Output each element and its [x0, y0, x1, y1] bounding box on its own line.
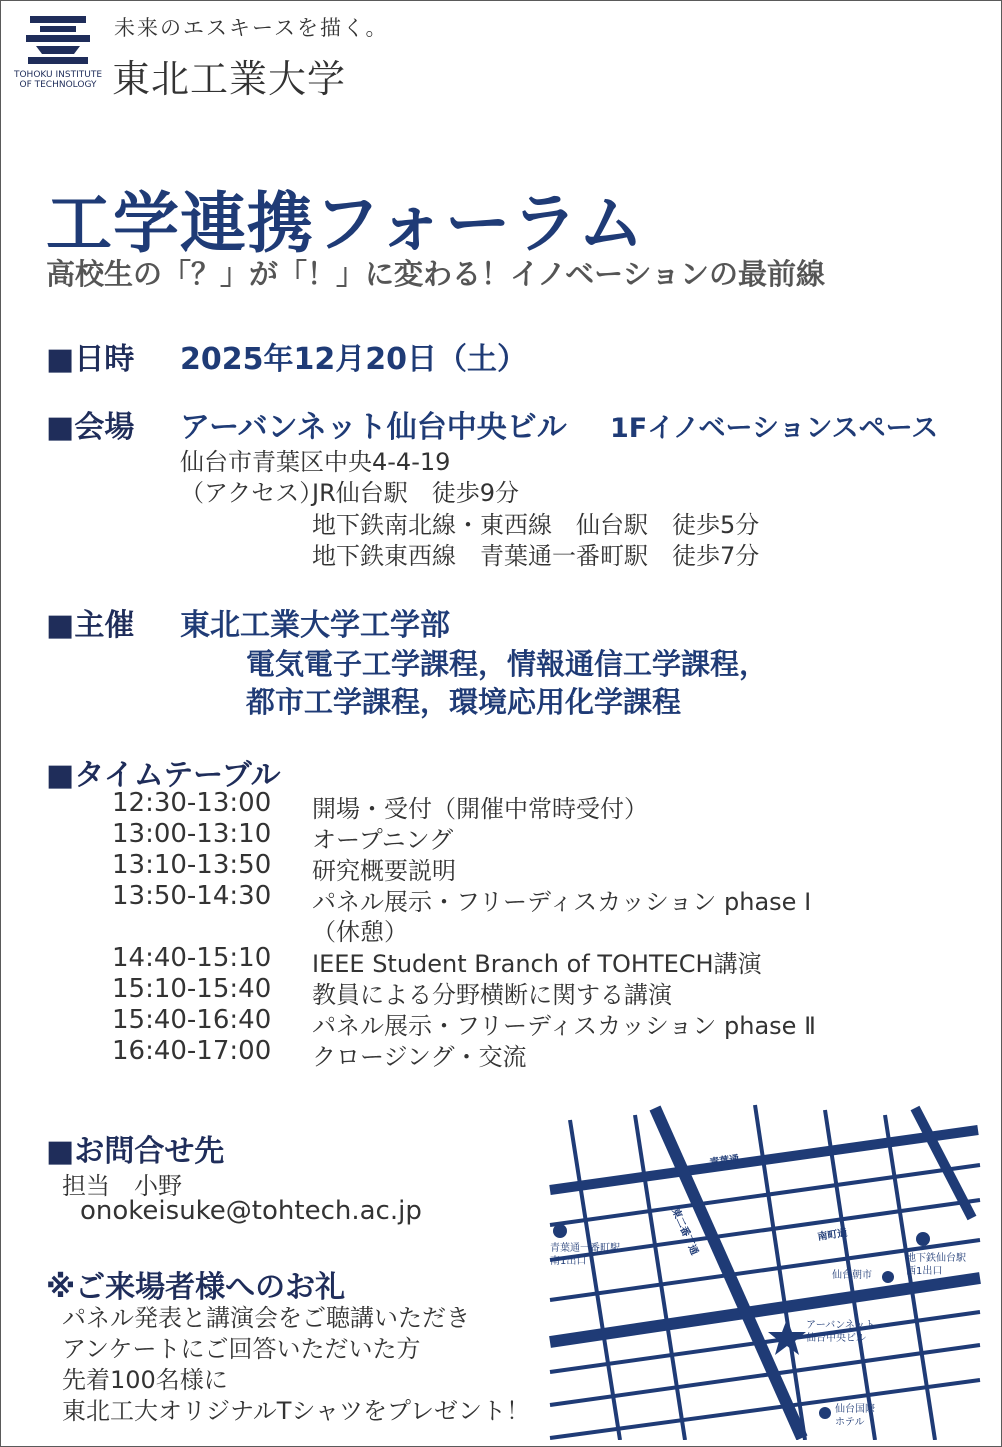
timetable-time: 14:40-15:10 — [112, 943, 272, 973]
timetable-time: 12:30-13:00 — [112, 788, 272, 818]
timetable-label: ■タイムテーブル — [46, 758, 281, 793]
logo-en-line1: TOHOKU INSTITUTE — [13, 70, 103, 80]
station-aoba-label-1: 青葉通一番町駅 — [550, 1243, 620, 1254]
access-subway-2: 地下鉄東西線 青葉通一番町駅 徒歩7分 — [312, 542, 760, 570]
timetable-time: 13:00-13:10 — [112, 819, 272, 849]
access-map — [540, 1100, 990, 1440]
contact-label: ■お問合せ先 — [46, 1134, 225, 1169]
organizer-courses-2: 都市工学課程，環境応用化学課程 — [246, 685, 682, 719]
timetable-desc: パネル展示・フリーディスカッション phase Ⅱ — [312, 1012, 816, 1040]
venue-label: ■会場 — [46, 410, 135, 445]
page-title: 工学連携フォーラム — [46, 185, 646, 262]
station-sendai-marker — [916, 1232, 930, 1246]
gift-line-2: アンケートにご回答いただいた方 — [62, 1335, 421, 1363]
timetable-desc: 研究概要説明 — [312, 857, 456, 885]
hotel-marker — [819, 1407, 831, 1419]
logo-en-line2: OF TECHNOLOGY — [19, 80, 97, 90]
hotel-label-2: ホテル — [835, 1417, 865, 1428]
logo-english-name — [12, 70, 104, 90]
timetable-time: 13:50-14:30 — [112, 881, 272, 911]
timetable-time: 15:10-15:40 — [112, 974, 272, 1004]
gift-line-1: パネル発表と講演会をご聴講いただき — [62, 1304, 470, 1332]
venue-name: アーバンネット仙台中央ビル — [180, 410, 567, 445]
hotel-label-1: 仙台国際 — [835, 1404, 875, 1415]
tagline: 未来のエスキースを描く。 — [114, 16, 389, 40]
page-subtitle: 高校生の「？」が「！」に変わる！イノベーションの最前線 — [46, 257, 825, 291]
timetable-desc: オープニング — [312, 826, 454, 854]
timetable-break: （休憩） — [312, 918, 408, 946]
contact-email-link[interactable]: onokeisuke@tohtech.ac.jp — [80, 1196, 422, 1226]
access-subway-1: 地下鉄南北線・東西線 仙台駅 徒歩5分 — [312, 511, 760, 539]
organizer-courses-1: 電気電子工学課程，情報通信工学課程， — [246, 647, 769, 681]
gift-line-3: 先着100名様に — [62, 1366, 228, 1394]
venue-label-1: アーバンネット — [806, 1320, 875, 1331]
road-minami-label: 南町通 — [816, 1227, 849, 1243]
tohoku-logo-icon — [26, 14, 90, 68]
venue-room: 1Fイノベーションスペース — [610, 413, 939, 444]
venue-address: 仙台市青葉区中央4-4-19 — [180, 448, 451, 476]
station-sendai-label-1: 地下鉄仙台駅 — [906, 1253, 966, 1264]
timetable-time: 15:40-16:40 — [112, 1005, 272, 1035]
access-jr: JR仙台駅 徒歩9分 — [312, 479, 520, 507]
gift-line-4: 東北工大オリジナルTシャツをプレゼント！ — [62, 1397, 531, 1425]
timetable-time: 16:40-17:00 — [112, 1036, 272, 1066]
timetable-desc: パネル展示・フリーディスカッション phase Ⅰ — [312, 888, 812, 916]
road-aoba-label: 青葉通 — [708, 1153, 741, 1169]
venue-label-2: 仙台中央ビル — [806, 1333, 866, 1344]
timetable-desc: 教員による分野横断に関する講演 — [312, 981, 672, 1009]
road-higashi2-label: 東二番丁通 — [669, 1206, 700, 1257]
date-value: 2025年12月20日（土） — [180, 342, 527, 377]
contact-person: 担当 小野 — [62, 1172, 182, 1200]
timetable-desc: 開場・受付（開催中常時受付） — [312, 795, 648, 823]
access-label: （アクセス） — [180, 479, 324, 507]
date-label: ■日時 — [46, 342, 135, 377]
university-name: 東北工業大学 — [112, 57, 347, 101]
asaichi-marker — [882, 1271, 894, 1283]
timetable-time: 13:10-13:50 — [112, 850, 272, 880]
asaichi-label: 仙台朝市 — [832, 1270, 872, 1281]
station-aoba-label-2: 南1出口 — [550, 1256, 587, 1267]
station-aoba-marker — [553, 1224, 567, 1238]
gift-label: ※ご来場者様へのお礼 — [46, 1270, 346, 1305]
timetable-desc: IEEE Student Branch of TOHTECH講演 — [312, 950, 762, 978]
timetable-desc: クロージング・交流 — [312, 1043, 527, 1071]
organizer-label: ■主催 — [46, 608, 135, 643]
organizer-name: 東北工業大学工学部 — [180, 608, 450, 643]
station-sendai-label-2: 西1出口 — [906, 1266, 943, 1277]
